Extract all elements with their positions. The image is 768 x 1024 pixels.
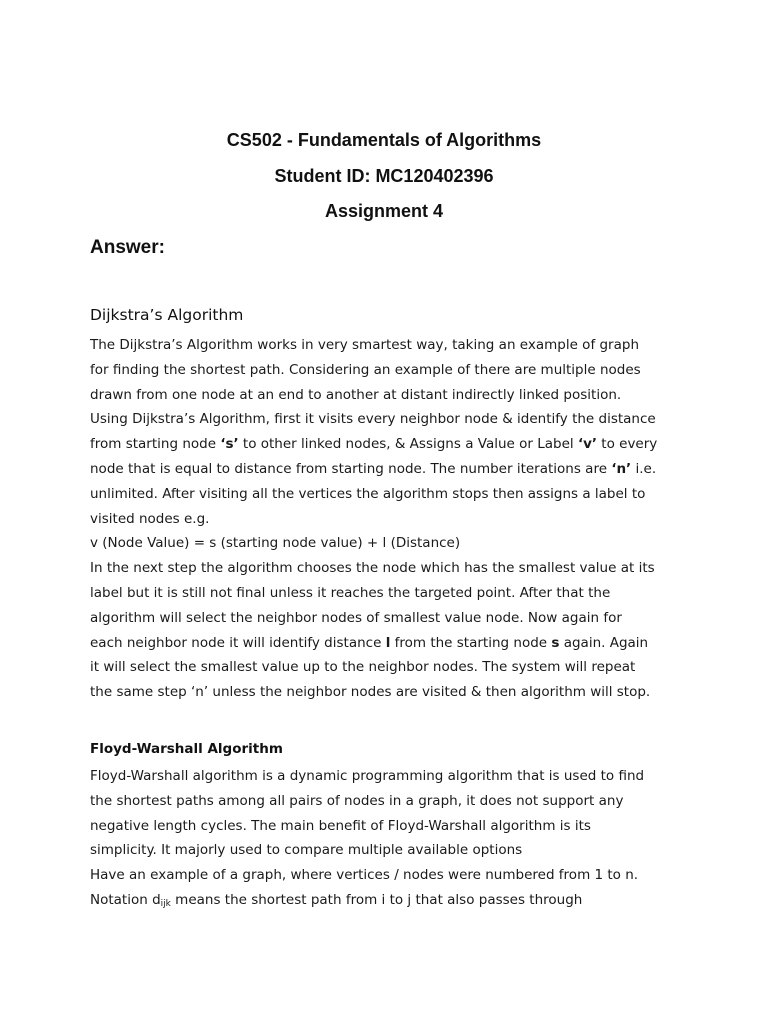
assignment-title: Assignment 4 — [324, 201, 444, 221]
course-title: CS502 - Fundamentals of Algorithms — [226, 130, 542, 150]
text-run: from starting node — [90, 436, 221, 453]
student-id: Student ID: MC120402396 — [274, 166, 494, 186]
text-run: from the starting node — [390, 634, 552, 651]
floyd-heading: Floyd-Warshall Algorithm — [90, 741, 283, 757]
answer-label: Answer: — [90, 237, 165, 258]
text-line — [90, 631, 690, 656]
text-line: Using Dijkstra’s Algorithm, first it visits every neighbor node & identify the distance — [90, 411, 656, 428]
text-line: the same step ‘n’ unless the neighbor nodes are visited & then algorithm will stop. — [90, 684, 651, 701]
text-line: algorithm will select the neighbor nodes of smallest value node. Now again for — [90, 609, 622, 626]
text-line — [90, 432, 690, 457]
text-line: The Dijkstra’s Algorithm works in very smartest way, taking an example of graph — [90, 337, 640, 353]
text-run: Notation d — [90, 891, 161, 908]
dijkstra-heading: Dijkstra’s Algorithm — [90, 306, 244, 324]
bold-run: l — [385, 634, 391, 651]
text-line: label but it is still not final unless it reaches the targeted point. After that the — [90, 584, 611, 601]
formula-line: v (Node Value) = s (starting node value) + l (Distance) — [90, 535, 461, 552]
text-line: for finding the shortest path. Considering an example of there are multiple nodes — [90, 361, 641, 378]
text-line — [90, 888, 690, 913]
subscript: ijk — [160, 898, 171, 909]
text-run: i.e. — [631, 460, 657, 477]
text-line: drawn from one node at an end to another at distant indirectly linked position. — [90, 386, 622, 403]
text-line: unlimited. After visiting all the vertices the algorithm stops then assigns a label to — [90, 485, 646, 502]
text-run: to every — [597, 436, 658, 453]
text-line: it will select the smallest value up to the neighbor nodes. The system will repeat — [90, 659, 636, 676]
text-run: again. Again — [559, 634, 649, 651]
bold-run: ‘v’ — [577, 436, 597, 453]
text-run: each neighbor node it will identify distance — [90, 634, 386, 651]
text-line: simplicity. It majorly used to compare multiple available options — [90, 842, 523, 859]
text-line: Floyd-Warshall algorithm is a dynamic programming algorithm that is used to find — [90, 768, 645, 784]
text-line: Have an example of a graph, where vertices / nodes were numbered from 1 to n. — [90, 867, 639, 884]
text-run: means the shortest path from i to j that also passes through — [170, 891, 583, 908]
floyd-paragraph — [90, 764, 690, 913]
text-line: In the next step the algorithm chooses the node which has the smallest value at its — [90, 560, 655, 577]
text-line: visited nodes e.g. — [90, 510, 210, 527]
bold-run: ‘s’ — [220, 436, 239, 453]
text-line — [90, 457, 690, 482]
text-line: negative length cycles. The main benefit of Floyd-Warshall algorithm is its — [90, 817, 591, 834]
text-line: the shortest paths among all pairs of nodes in a graph, it does not support any — [90, 792, 624, 809]
text-run: to other linked nodes, & Assigns a Value or Label — [238, 436, 578, 453]
dijkstra-paragraph-1 — [90, 333, 690, 705]
bold-run: s — [551, 634, 560, 651]
bold-run: ‘n’ — [611, 460, 632, 477]
text-run: node that is equal to distance from starting node. The number iterations are — [90, 460, 612, 477]
